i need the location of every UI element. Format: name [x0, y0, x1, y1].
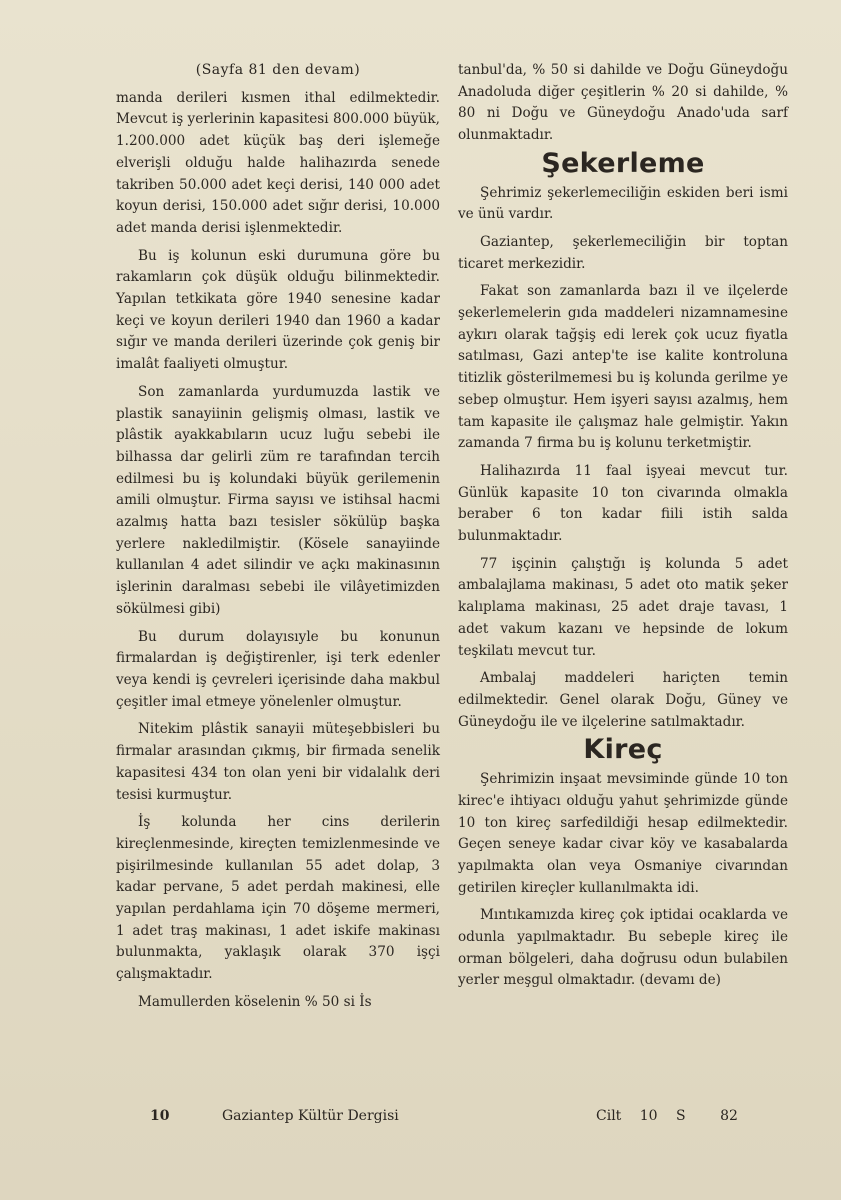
- paragraph: manda derileri kısmen ithal edilmektedir. Mevcut iş yerlerinin kapasitesi 800.000 büyük, 1.200.000 adet küçük baş deri işlemeğe elverişli olduğu halde halihazırda senede takriben 50.000 adet keçi derisi, 140 000 adet koyun derisi, 150.000 adet sığır derisi, 10.000 adet manda derisi işlenmektedir.: [116, 89, 440, 236]
- footer-right: [596, 1108, 752, 1124]
- paragraph: Gaziantep, şekerlemeciliğin bir toptan ticaret merkezidir.: [458, 233, 788, 272]
- paragraph: Bu iş kolunun eski durumuna göre bu rakamların çok düşük olduğu bilinmektedir. Yapılan tetkikata göre 1940 senesine kadar keçi ve koyun derileri 1940 dan 1960 a kadar sığır ve manda derileri üzerinde çok geniş bir imalât faaliyeti olmuştur.: [116, 247, 440, 373]
- paragraph: Mamullerden köselenin % 50 si İs: [138, 993, 372, 1010]
- paragraph: tanbul'da, % 50 si dahilde ve Doğu Güneydoğu Anadoluda diğer çeşitlerin % 20 si dahilde, % 80 ni Doğu ve Güneydoğu Anado'uda sarf olunmaktadır.: [458, 62, 788, 144]
- paragraph: Şehrimiz şekerlemeciliğin eskiden beri ismi ve ünü vardır.: [458, 184, 788, 223]
- volume-label: Cilt: [596, 1108, 622, 1124]
- issue-label: S: [676, 1108, 686, 1124]
- page-number: 10: [150, 1108, 170, 1124]
- right-column: [458, 60, 788, 998]
- left-column: [116, 60, 440, 1020]
- issue-number: 82: [720, 1108, 738, 1124]
- footer-left: [150, 1108, 399, 1124]
- paragraph: Son zamanlarda yurdumuzda lastik ve plastik sanayiinin gelişmiş olması, lastik ve plâstik ayakkabıların ucuz luğu sebebi ile bilhassa dar gelirli züm re tarafından tercih edilmesi bu iş kolundaki büyük gerilemenin amili olmuştur. Firma sayısı ve istihsal hacmi azalmış hatta bazı tesisler sökülüp başka yerlere nakledilmiştir. (Kösele sanayiinde kullanılan 4 adet silindir ve açkı makinasının işlerinin daralması sebebi ile vilâyetimizden sökülmesi gibi): [116, 383, 440, 617]
- paragraph: Nitekim plâstik sanayii müteşebbisleri bu firmalar arasından çıkmış, bir firmada senelik kapasitesi 434 ton olan yeni bir vidalalık deri tesisi kurmuştur.: [116, 721, 440, 803]
- paragraph: Halihazırda 11 faal işyeai mevcut tur. Günlük kapasite 10 ton civarında olmakla beraber 6 ton kadar fiili istih salda bulunmaktadır.: [458, 462, 788, 545]
- paragraph: Fakat son zamanlarda bazı il ve ilçelerde şekerlemelerin gıda maddeleri nizamnamesine aykırı olarak tağşiş edi lerek çok ucuz fiyatla satılması, Gazi antep'te ise kalite kontroluna titizlik gösterilmemesi bu iş kolunda gerilme ye sebep olmuştur. Hem işyeri sayısı azalmış, hem tam kapasite ile çalışmaz hale gelmiştir. Yakın zamanda 7 firma bu iş kolunu terketmiştir.: [458, 283, 788, 452]
- paragraph: 77 işçinin çalıştığı iş kolunda 5 adet ambalajlama makinası, 5 adet oto matik şeker kalıplama makinası, 25 adet draje tavası, 1 adet vakum kazanı ve hepsinde de lokum teşkilatı mevcut tur.: [458, 555, 788, 659]
- paragraph: İş kolunda her cins derilerin kireçlenmesinde, kireçten temizlenmesinde ve pişirilmesinde kullanılan 55 adet dolap, 3 kadar pervane, 5 adet perdah makinesi, elle yapılan perdahlama için 70 döşeme mermeri, 1 adet traş makinası, 1 adet iskife makinası bulunmakta, yaklaşık olarak 370 işçi çalışmaktadır.: [116, 814, 440, 983]
- continued-from-note: (Sayfa 81 den devam): [195, 62, 361, 78]
- paragraph: Şehrimizin inşaat mevsiminde günde 10 ton kirec'e ihtiyacı olduğu yahut şehrimizde günde 10 ton kireç sarfedildiği hesap edilmektedir. Geçen seneye kadar civar köy ve kasabalarda yapılmakta olan veya Osmaniye civarından getirilen kireçler kullanılmakta idi.: [458, 771, 788, 896]
- paragraph: Ambalaj maddeleri hariçten temin edilmektedir. Genel olarak Doğu, Güney ve Güneydoğu ile ve ilçelerine satılmaktadır.: [458, 670, 788, 730]
- publication-name: Gaziantep Kültür Dergisi: [221, 1108, 399, 1124]
- paragraph: Bu durum dolayısıyle bu konunun firmalardan iş değiştirenler, işi terk edenler veya kendi iş çevreleri içerisinde daha makbul çeşitler imal etmeye yönelenler olmuştur.: [116, 628, 440, 710]
- section-heading-sekerleme: Şekerleme: [541, 147, 705, 179]
- section-heading-kirec: Kireç: [583, 734, 663, 766]
- paragraph: Mıntıkamızda kireç çok iptidai ocaklarda ve odunla yapılmaktadır. Bu sebeple kireç ile orman bölgeleri, daha doğrusu odun bulabilen yerler meşgul olmaktadır. (devamı de): [458, 907, 788, 989]
- volume-number: 10: [639, 1108, 658, 1124]
